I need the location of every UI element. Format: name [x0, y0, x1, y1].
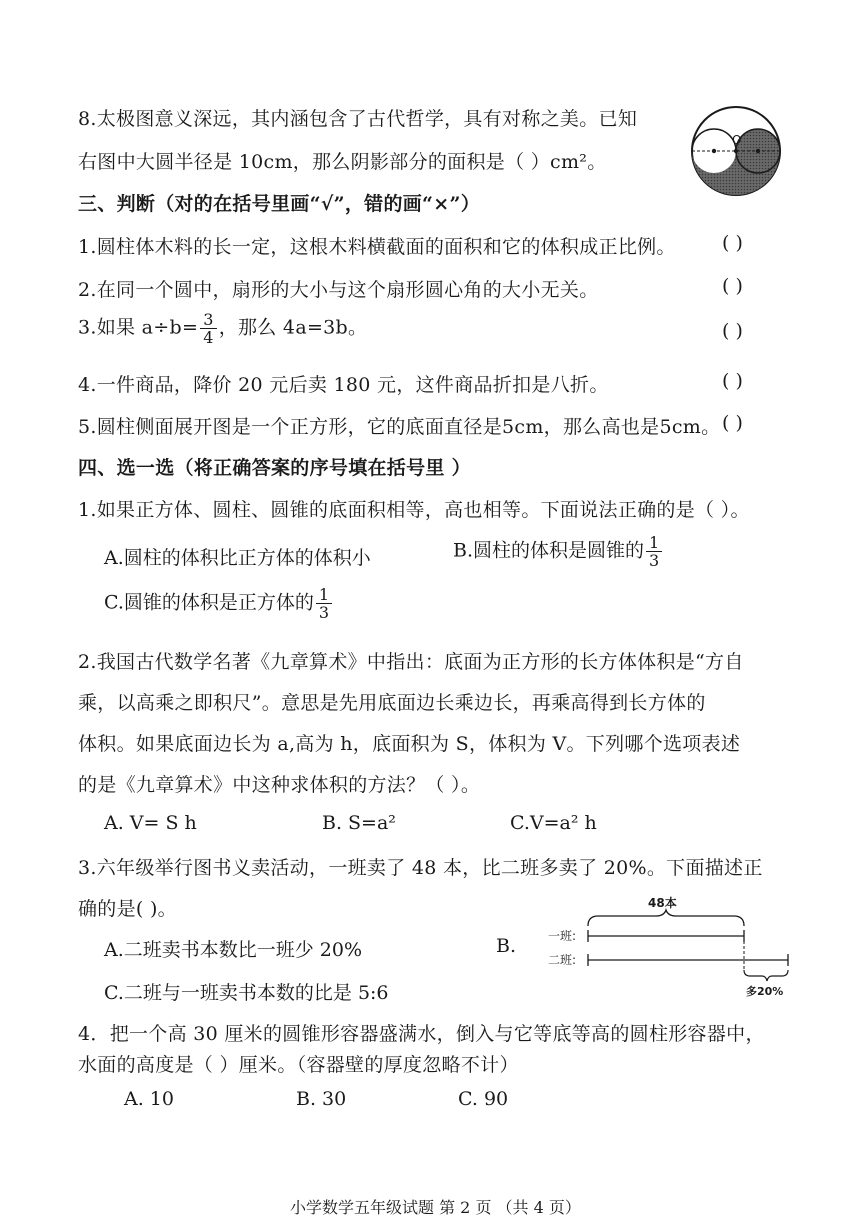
choice-q2-line4: 的是《九章算术》中这种求体积的方法？（ ）。 [78, 774, 481, 796]
judge-item-4: 4.一件商品，降价 20 元后卖 180 元，这件商品折扣是八折。 [78, 374, 609, 396]
choice-q1-stem: 1.如果正方体、圆柱、圆锥的底面积相等，高也相等。下面说法正确的是（ ）。 [78, 499, 750, 521]
judge-answer-1[interactable]: ( ) [722, 232, 743, 254]
section3-heading: 三、判断（对的在括号里画“√”，错的画“×”） [78, 193, 481, 215]
choice-q2-option-b[interactable]: B. S=a² [322, 812, 396, 834]
judge-item-1: 1.圆柱体木料的长一定，这根木料横截面的面积和它的体积成正比例。 [78, 236, 676, 258]
choice-q4-line2: 水面的高度是（ ）厘米。（容器壁的厚度忽略不计） [78, 1054, 519, 1076]
section4-heading: 四、选一选（将正确答案的序号填在括号里 ） [78, 457, 471, 479]
choice-q2-line1: 2.我国古代数学名著《九章算术》中指出：底面为正方形的长方体体积是“方自 [78, 651, 744, 673]
fraction-one-third: $\frac{1}{3}$ [646, 534, 662, 569]
taiji-center-label: O [732, 133, 742, 147]
taiji-diagram [686, 104, 786, 198]
choice-q3-line2: 确的是( )。 [78, 898, 177, 920]
judge-answer-3[interactable]: ( ) [722, 320, 743, 342]
choice-q1-option-a[interactable]: A.圆柱的体积比正方体的体积小 [104, 547, 371, 569]
choice-q4-option-b[interactable]: B. 30 [296, 1088, 347, 1110]
diagram-bottom-label: 多20% [746, 985, 784, 998]
line-segment-diagram [540, 890, 800, 1002]
judge-answer-2[interactable]: ( ) [722, 275, 743, 297]
choice-q1-option-c[interactable]: C.圆锥的体积是正方体的 $\frac{1}{3}$ [104, 586, 334, 621]
q8-line1: 8.太极图意义深远，其内涵包含了古代哲学，具有对称之美。已知 [78, 108, 638, 130]
choice-q4-line1: 4．把一个高 30 厘米的圆锥形容器盛满水，倒入与它等底等高的圆柱形容器中， [78, 1023, 765, 1045]
fraction-one-third: $\frac{1}{3}$ [316, 586, 332, 621]
choice-q4-option-c[interactable]: C. 90 [458, 1088, 509, 1110]
judge-item-3-after: ，那么 4a=3b。 [218, 316, 368, 339]
choice-q2-line2: 乘，以高乘之即积尺”。意思是先用底面边长乘边长，再乘高得到长方体的 [78, 692, 706, 714]
choice-q1-option-b[interactable]: B.圆柱的体积是圆锥的 $\frac{1}{3}$ [453, 534, 664, 569]
diagram-top-label: 48本 [648, 896, 677, 910]
choice-q2-option-a[interactable]: A. V= S h [104, 812, 197, 834]
choice-q3-option-b[interactable]: B. [496, 935, 517, 957]
judge-item-2: 2.在同一个圆中，扇形的大小与这个扇形圆心角的大小无关。 [78, 279, 599, 301]
choice-q3-option-c[interactable]: C.二班与一班卖书本数的比是 5:6 [104, 982, 389, 1004]
diagram-row1-label: 一班: [548, 929, 577, 943]
choice-q4-option-a[interactable]: A. 10 [124, 1088, 174, 1110]
top-brace [588, 910, 744, 926]
judge-item-3-before: 3.如果 a÷b= [78, 316, 199, 339]
judge-answer-5[interactable]: ( ) [722, 412, 743, 434]
choice-q3-line1: 3.六年级举行图书义卖活动，一班卖了 48 本，比二班多卖了 20%。下面描述正 [78, 857, 763, 879]
q8-line2: 右图中大圆半径是 10cm，那么阴影部分的面积是（ ）cm²。 [78, 151, 607, 173]
choice-q2-line3: 体积。如果底面边长为 a,高为 h，底面积为 S，体积为 V。下列哪个选项表述 [78, 733, 741, 755]
judge-item-3 [78, 311, 367, 346]
judge-answer-4[interactable]: ( ) [722, 370, 743, 392]
page-footer: 小学数学五年级试题 第 2 页 （共 4 页） [290, 1198, 581, 1217]
fraction-three-fourths: $\frac{3}{4}$ [200, 311, 216, 346]
choice-q3-option-a[interactable]: A.二班卖书本数比一班少 20% [104, 939, 363, 961]
diagram-row2-label: 二班: [548, 953, 577, 967]
bottom-brace [744, 970, 788, 981]
choice-q2-option-c[interactable]: C.V=a² h [510, 812, 597, 834]
judge-item-5: 5.圆柱侧面展开图是一个正方形，它的底面直径是5cm，那么高也是5cm。 [78, 416, 721, 438]
